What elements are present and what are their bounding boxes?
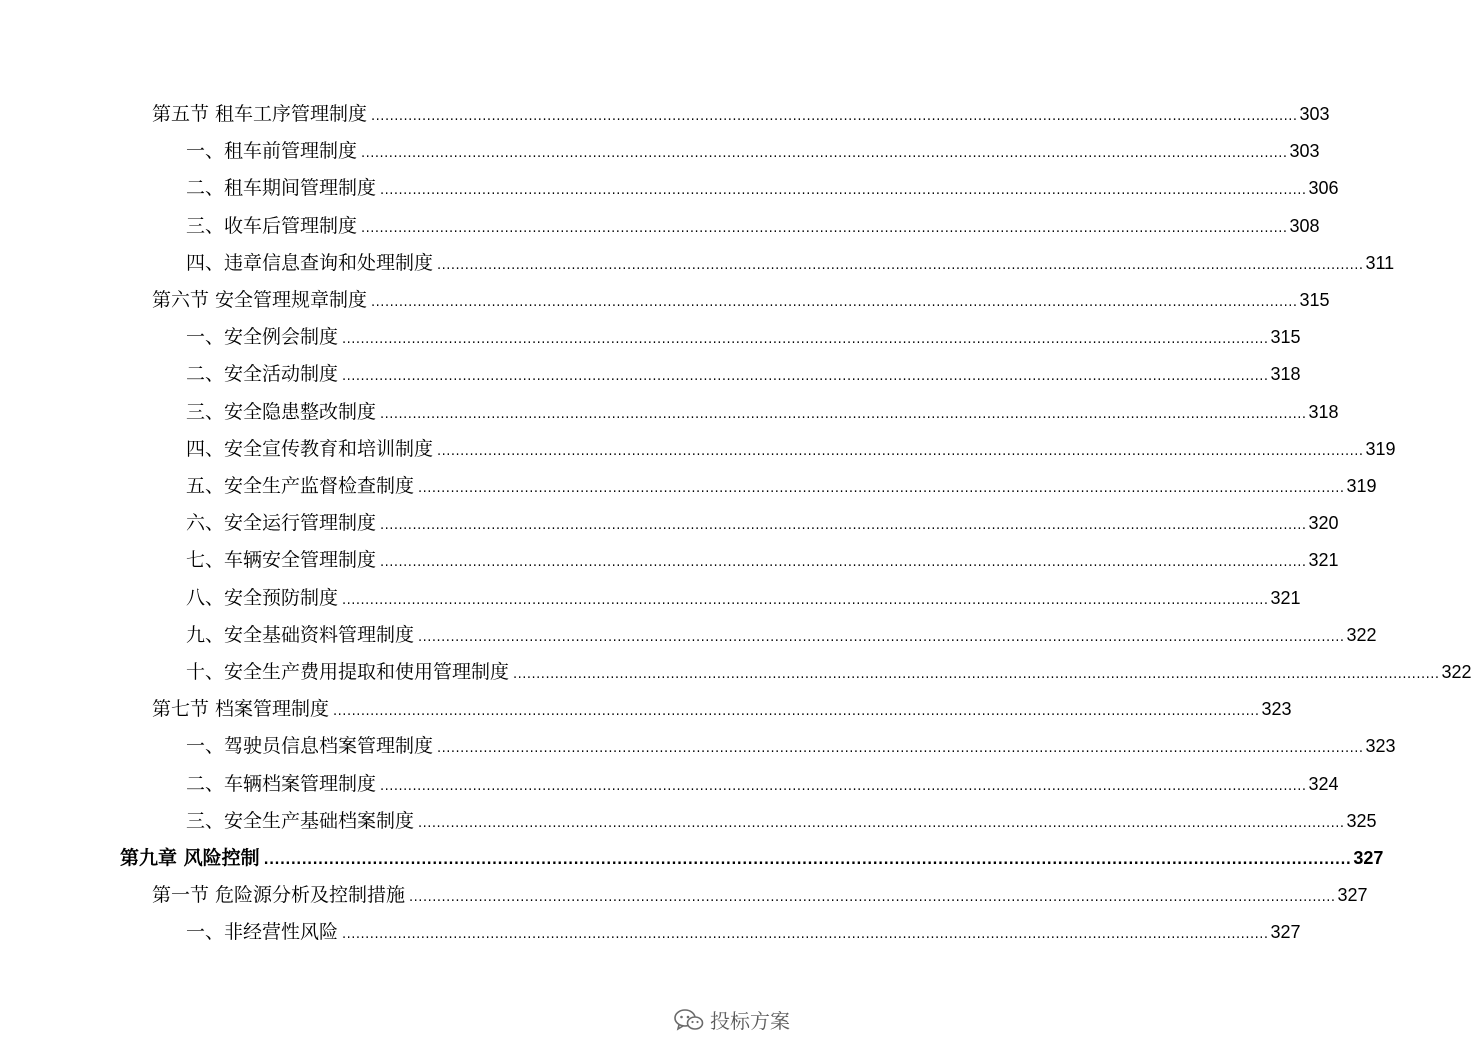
toc-entry[interactable] [186, 807, 1377, 835]
toc-entry[interactable] [186, 137, 1320, 165]
toc-page-number: 319 [1346, 476, 1377, 496]
toc-leader-dots: ........................................................................................................................................................................................................ [371, 109, 1298, 124]
toc-entry-label: 一、非经营性风险 [186, 921, 339, 944]
toc-leader-dots: ........................................................................................................................................................................................................ [380, 518, 1307, 534]
toc-leader-dots: ........................................................................................................................................................................................................ [380, 778, 1307, 794]
toc-leader-dots: ........................................................................................................................................................................................................ [418, 815, 1345, 831]
toc-entry[interactable] [152, 100, 1330, 128]
toc-entry-label: 第五节 租车工序管理制度 [152, 103, 368, 125]
toc-entry[interactable] [186, 472, 1377, 500]
toc-entry-label: 五、安全生产监督检查制度 [186, 475, 415, 497]
toc-page-number: 321 [1270, 587, 1301, 608]
toc-entry-label: 三、安全隐患整改制度 [186, 400, 377, 423]
toc-entry-label: 八、安全预防制度 [186, 586, 339, 609]
toc-leader-dots: ........................................................................................................................................................................................................ [437, 257, 1364, 273]
toc-entry-label: 第九章 风险控制 [120, 847, 260, 869]
toc-leader-dots: ........................................................................................................................................................................................................ [380, 406, 1307, 422]
toc-leader-dots: ........................................................................................................................................................................................................ [437, 741, 1364, 757]
toc-page-number: 322 [1441, 662, 1472, 682]
toc-entry-label: 第六节 安全管理规章制度 [152, 289, 368, 311]
toc-page-number: 327 [1353, 848, 1384, 868]
toc-entry[interactable] [186, 509, 1339, 537]
watermark [674, 1005, 790, 1034]
toc-entry-label: 十、安全生产费用提取和使用管理制度 [186, 661, 510, 683]
toc-entry[interactable] [186, 360, 1301, 388]
toc-leader-dots: ........................................................................................................................................................................................................ [513, 667, 1440, 682]
toc-entry[interactable] [186, 918, 1301, 946]
toc-entry-label: 三、安全生产基础档案制度 [186, 809, 415, 832]
wechat-icon [674, 1008, 704, 1032]
toc-entry[interactable] [186, 770, 1339, 798]
toc-page-number: 303 [1289, 141, 1320, 162]
toc-leader-dots: ........................................................................................................................................................................................................ [263, 853, 1352, 868]
toc-leader-dots: ........................................................................................................................................................................................................ [380, 183, 1307, 199]
toc-entry-label: 一、安全例会制度 [186, 326, 339, 349]
toc-page-number: 318 [1270, 364, 1301, 385]
toc-leader-dots: ........................................................................................................................................................................................................ [437, 443, 1364, 459]
toc-leader-dots: ........................................................................................................................................................................................................ [342, 369, 1269, 385]
toc-page-number: 323 [1261, 699, 1292, 720]
toc-entry-label: 九、安全基础资料管理制度 [186, 623, 415, 646]
toc-entry[interactable] [152, 286, 1330, 314]
toc-leader-dots: ........................................................................................................................................................................................................ [418, 629, 1345, 645]
toc-page-number: 321 [1308, 550, 1339, 571]
toc-page-number: 319 [1365, 438, 1396, 459]
toc-leader-dots: ........................................................................................................................................................................................................ [342, 927, 1269, 943]
toc-page-number: 325 [1346, 810, 1377, 831]
toc-leader-dots: ........................................................................................................................................................................................................ [409, 890, 1336, 906]
toc-entry[interactable] [186, 584, 1301, 612]
toc-leader-dots: ........................................................................................................................................................................................................ [418, 481, 1345, 496]
toc-page-number: 303 [1299, 104, 1330, 124]
toc-entry[interactable] [186, 323, 1301, 351]
toc-page-number: 327 [1337, 885, 1368, 906]
toc-entry-label: 二、车辆档案管理制度 [186, 772, 377, 795]
toc-leader-dots: ........................................................................................................................................................................................................ [361, 220, 1288, 236]
toc-leader-dots: ........................................................................................................................................................................................................ [380, 555, 1307, 571]
toc-page-number: 322 [1346, 624, 1377, 645]
toc-page-number: 320 [1308, 513, 1339, 534]
toc-entry[interactable] [186, 435, 1396, 463]
toc-leader-dots: ........................................................................................................................................................................................................ [361, 146, 1288, 162]
toc-entry[interactable] [186, 249, 1395, 277]
toc-entry[interactable] [186, 174, 1339, 202]
toc-entry[interactable] [186, 658, 1472, 686]
toc-entry-label: 四、安全宣传教育和培训制度 [186, 437, 434, 460]
watermark-text: 投标方案 [710, 1009, 790, 1033]
toc-page-number: 306 [1308, 178, 1339, 199]
toc-entry[interactable] [186, 621, 1377, 649]
toc-leader-dots: ........................................................................................................................................................................................................ [333, 704, 1260, 720]
toc-page-number: 323 [1365, 736, 1396, 757]
toc-entry-label: 六、安全运行管理制度 [186, 512, 377, 535]
toc-entry-label: 二、租车期间管理制度 [186, 177, 377, 200]
toc-leader-dots: ........................................................................................................................................................................................................ [342, 332, 1269, 348]
toc-entry[interactable] [120, 844, 1384, 872]
toc-page-number: 311 [1365, 252, 1395, 273]
toc-page-number: 315 [1270, 327, 1301, 348]
toc-entry-label: 二、安全活动制度 [186, 363, 339, 386]
toc-entry-label: 一、驾驶员信息档案管理制度 [186, 735, 434, 758]
toc-entry[interactable] [152, 695, 1292, 723]
toc-entry[interactable] [186, 732, 1396, 760]
toc-entry[interactable] [152, 881, 1368, 909]
toc-entry-label: 四、违章信息查询和处理制度 [186, 251, 434, 274]
toc-leader-dots: ........................................................................................................................................................................................................ [342, 592, 1269, 608]
toc-page-number: 327 [1270, 922, 1301, 943]
toc-page-number: 318 [1308, 401, 1339, 422]
toc-entry-label: 一、租车前管理制度 [186, 140, 358, 163]
toc-entry[interactable] [186, 398, 1339, 426]
toc-entry-label: 三、收车后管理制度 [186, 214, 358, 237]
toc-page-number: 308 [1289, 215, 1320, 236]
toc-page-number: 315 [1299, 290, 1330, 310]
toc-entry[interactable] [186, 546, 1339, 574]
toc-entry-label: 第七节 档案管理制度 [152, 698, 330, 721]
toc-entry-label: 第一节 危险源分析及控制措施 [152, 884, 406, 907]
toc-leader-dots: ........................................................................................................................................................................................................ [371, 295, 1298, 310]
toc-entry-label: 七、车辆安全管理制度 [186, 549, 377, 572]
toc-entry[interactable] [186, 212, 1320, 240]
toc-page-number: 324 [1308, 773, 1339, 794]
